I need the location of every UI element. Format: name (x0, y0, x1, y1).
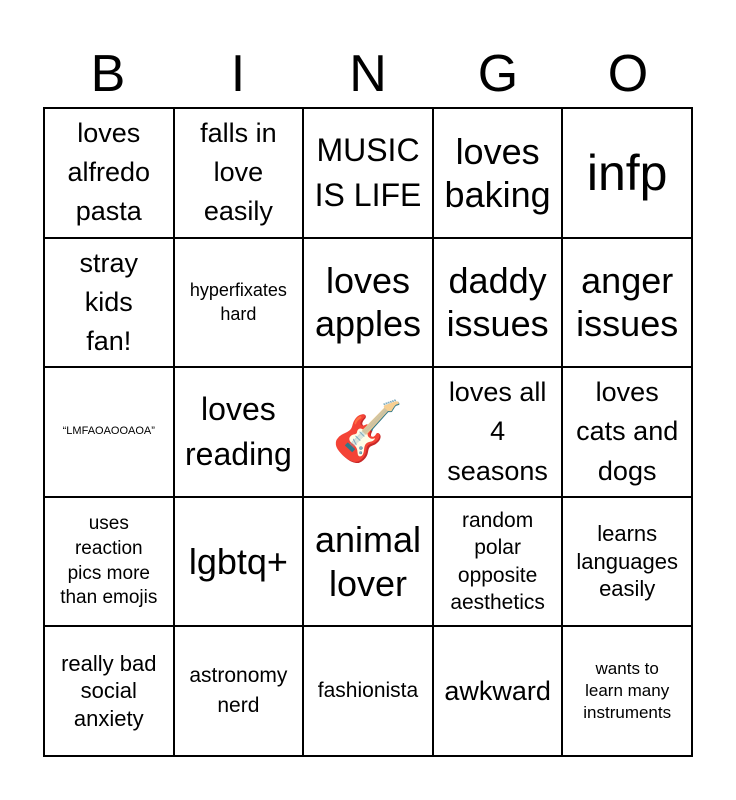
header-letter-g: G (477, 45, 519, 103)
cell-text: falls in love easily (200, 118, 277, 227)
bingo-cell[interactable] (433, 108, 563, 238)
bingo-cell[interactable] (303, 108, 433, 238)
cell-text: stray kids fan! (79, 247, 139, 356)
free-space-cell[interactable] (303, 367, 433, 497)
header-letter-b: B (90, 45, 126, 103)
cell-text: loves apples (314, 260, 422, 345)
bingo-cell[interactable] (433, 238, 563, 368)
bingo-cell[interactable] (562, 626, 692, 756)
bingo-cell[interactable] (174, 626, 304, 756)
cell-text: learns languages easily (576, 521, 678, 602)
bingo-cell[interactable] (44, 238, 174, 368)
bingo-cell[interactable] (562, 238, 692, 368)
cell-text: uses reaction pics more than emojis (60, 513, 158, 609)
cell-text: loves reading (185, 391, 292, 472)
cell-text: hyperfixates hard (189, 280, 287, 325)
bingo-cell[interactable] (433, 497, 563, 627)
bingo-cell[interactable] (44, 367, 174, 497)
bingo-cell[interactable] (44, 497, 174, 627)
cell-text: lgbtq+ (188, 541, 288, 582)
cell-text: daddy issues (446, 260, 549, 345)
cell-text: loves alfredo pasta (67, 118, 151, 227)
cell-text: loves cats and dogs (576, 377, 679, 486)
bingo-cell[interactable] (44, 108, 174, 238)
bingo-card (43, 107, 693, 757)
bingo-cell[interactable] (174, 497, 304, 627)
cell-text: really bad social anxiety (61, 650, 157, 731)
bingo-cell[interactable] (433, 626, 563, 756)
cell-text: fashionista (317, 678, 419, 702)
cell-text: infp (586, 144, 668, 201)
bingo-cell[interactable] (562, 497, 692, 627)
bingo-cell[interactable] (174, 367, 304, 497)
bingo-cell[interactable] (44, 626, 174, 756)
bingo-header (43, 40, 693, 108)
cell-text: awkward (444, 675, 551, 706)
guitar-icon: 🎸 (331, 398, 405, 464)
bingo-cell[interactable] (303, 626, 433, 756)
bingo-cell[interactable] (174, 238, 304, 368)
bingo-cell[interactable] (433, 367, 563, 497)
cell-text: loves baking (444, 130, 551, 215)
cell-text: animal lover (314, 519, 422, 604)
bingo-cell[interactable] (174, 108, 304, 238)
cell-text: wants to learn many instruments (583, 659, 672, 723)
cell-text: astronomy nerd (189, 663, 288, 718)
header-letter-o: O (607, 45, 649, 103)
cell-text: “LMFAOAOOAOA” (62, 425, 155, 438)
cell-text: loves all 4 seasons (447, 377, 548, 486)
header-letter-i: I (230, 45, 246, 103)
cell-text: random polar opposite aesthetics (450, 509, 545, 614)
cell-text: MUSIC IS LIFE (314, 132, 422, 213)
bingo-cell[interactable] (303, 238, 433, 368)
bingo-cell[interactable] (303, 497, 433, 627)
bingo-cell[interactable] (562, 108, 692, 238)
header-letter-n: N (349, 45, 387, 103)
cell-text: anger issues (576, 260, 679, 345)
bingo-cell[interactable] (562, 367, 692, 497)
